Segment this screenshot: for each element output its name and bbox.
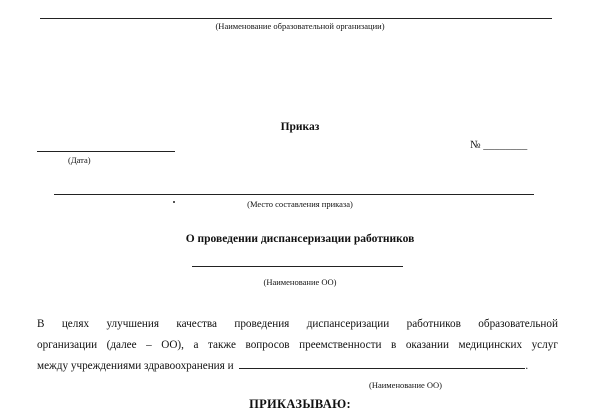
body-word: вопросов	[245, 339, 290, 351]
body-word: качества	[176, 318, 217, 330]
body-word: ОО),	[161, 339, 184, 351]
body-word: работников	[406, 318, 461, 330]
body-blank-caption: (Наименование ОО)	[369, 380, 443, 390]
order-title: Приказ	[280, 121, 320, 133]
organization-name-caption: (Наименование образовательной организации)	[215, 21, 385, 31]
body-word: (далее	[106, 339, 137, 351]
date-caption: (Дата)	[68, 155, 91, 165]
place-caption: (Место составления приказа)	[247, 199, 353, 209]
subject-org-caption: (Наименование ОО)	[263, 277, 337, 287]
body-word: диспансеризации	[306, 318, 390, 330]
body-word: а	[193, 339, 199, 351]
body-word: услуг	[531, 339, 558, 351]
body-word: –	[146, 339, 152, 351]
body-line-3-text: между учреждениями здравоохранения и	[37, 360, 234, 372]
body-paragraph	[37, 314, 558, 377]
body-word: оказании	[405, 339, 449, 351]
subject-title: О проведении диспансеризации работников	[185, 233, 415, 245]
body-word: также	[207, 339, 236, 351]
body-word: проведения	[234, 318, 290, 330]
body-word: в	[390, 339, 397, 351]
order-number-label: № ________	[470, 139, 528, 151]
body-word: медицинских	[458, 339, 523, 351]
body-word: целях	[61, 318, 90, 330]
subject-org-line	[192, 266, 403, 267]
body-line-2	[37, 335, 558, 356]
body-word: В	[37, 318, 45, 330]
date-line	[37, 151, 175, 152]
body-line-3	[37, 356, 558, 377]
body-word: образовательной	[478, 318, 558, 330]
body-word: преемственности	[299, 339, 382, 351]
decree-heading: ПРИКАЗЫВАЮ:	[249, 397, 351, 411]
body-word: улучшения	[106, 318, 160, 330]
body-line-1	[37, 314, 558, 335]
body-word: организации	[37, 339, 98, 351]
body-line-3-end: .	[525, 360, 529, 372]
organization-blank-line	[239, 359, 525, 369]
organization-name-line	[40, 18, 552, 19]
place-line	[54, 194, 534, 195]
